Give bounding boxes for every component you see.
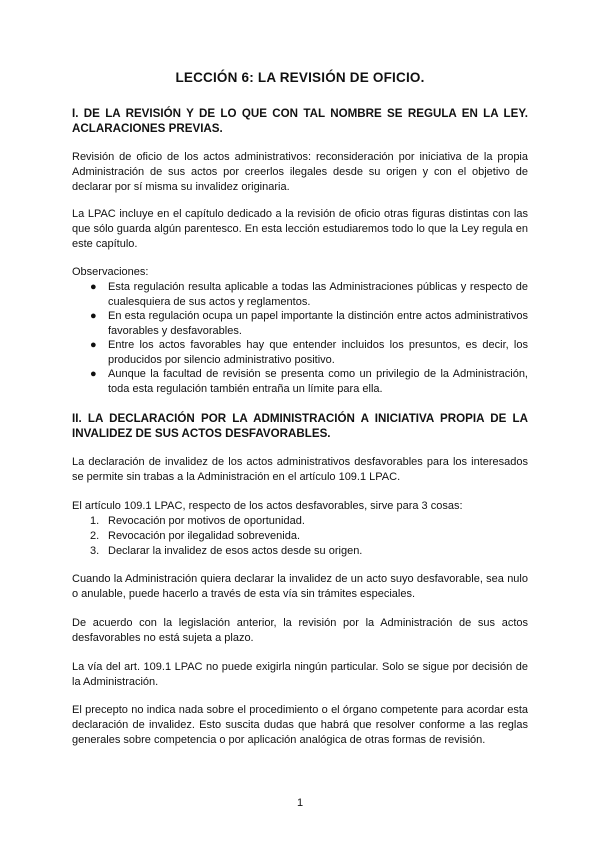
numbered-item: 2. Revocación por ilegalidad sobrevenida. bbox=[90, 530, 301, 542]
bullet-item: ● En esta regulación ocupa un papel importante la distinción entre actos administrativos favorables y desfavorables. bbox=[90, 310, 528, 337]
bullet-icon: ● bbox=[90, 281, 97, 293]
observaciones-label: Observaciones: bbox=[72, 266, 149, 278]
bullet-item: ● Aunque la facultad de revisión se presenta como un privilegio de la Administración, toda esta regulación también entraña un límite para ella. bbox=[90, 368, 528, 395]
paragraph-declaracion: La declaración de invalidez de los actos administrativos desfavorables para los interesados se permite sin trabas a la Administración en el artículo 109.1 LPAC. bbox=[72, 456, 528, 483]
paragraph-plazo: De acuerdo con la legislación anterior, la revisión por la Administración de sus actos desfavorables no está sujeta a plazo. bbox=[72, 617, 528, 644]
section-heading-1: I. DE LA REVISIÓN Y DE LO QUE CON TAL NOMBRE SE REGULA EN LA LEY. ACLARACIONES PREVIAS. bbox=[72, 107, 528, 135]
paragraph-articulo: El artículo 109.1 LPAC, respecto de los actos desfavorables, sirve para 3 cosas: bbox=[72, 500, 463, 512]
numbered-item: 1. Revocación por motivos de oportunidad. bbox=[90, 515, 305, 527]
page-number: 1 bbox=[296, 797, 304, 809]
bullet-icon: ● bbox=[90, 310, 97, 322]
paragraph-invalidez: Cuando la Administración quiera declarar la invalidez de un acto suyo desfavorable, sea nulo o anulable, puede hacerlo a través de esta vía sin trámites especiales. bbox=[72, 573, 528, 600]
document-page bbox=[72, 0, 528, 848]
bullet-item: ● Esta regulación resulta aplicable a todas las Administraciones públicas y respecto de cualesquiera de sus actos y reglamentos. bbox=[90, 281, 528, 308]
paragraph-precepto: El precepto no indica nada sobre el procedimiento o el órgano competente para acordar esta declaración de invalidez. Esto suscita dudas que habrá que resolver conforme a las reglas generales sobre competencia o por aplicación analógica de otras formas de revisión. bbox=[72, 704, 528, 746]
bullet-icon: ● bbox=[90, 368, 97, 380]
paragraph-lpac: La LPAC incluye en el capítulo dedicado a la revisión de oficio otras figuras distintas con las que sólo guarda algún parentesco. En esta lección estudiaremos todo lo que la Ley regula en este capítulo. bbox=[72, 208, 528, 250]
bullet-item: ● Entre los actos favorables hay que entender incluidos los presuntos, es decir, los producidos por silencio administrativo positivo. bbox=[90, 339, 528, 366]
paragraph-via: La vía del art. 109.1 LPAC no puede exigirla ningún particular. Solo se sigue por decisión de la Administración. bbox=[72, 661, 528, 688]
bullet-icon: ● bbox=[90, 339, 97, 351]
numbered-item: 3. Declarar la invalidez de esos actos desde su origen. bbox=[90, 545, 363, 557]
observaciones-list bbox=[72, 280, 528, 396]
document-title: LECCIÓN 6: LA REVISIÓN DE OFICIO. bbox=[175, 70, 425, 85]
numbered-list bbox=[72, 514, 528, 559]
paragraph-definition: Revisión de oficio de los actos administrativos: reconsideración por iniciativa de la propia Administración de sus actos por creerlos ilegales desde su origen y con el objetivo de declarar por sí misma su invalidez originaria. bbox=[72, 151, 528, 193]
section-heading-2: II. LA DECLARACIÓN POR LA ADMINISTRACIÓN A INICIATIVA PROPIA DE LA INVALIDEZ DE SUS ACTOS DESFAVORABLES. bbox=[72, 412, 528, 440]
